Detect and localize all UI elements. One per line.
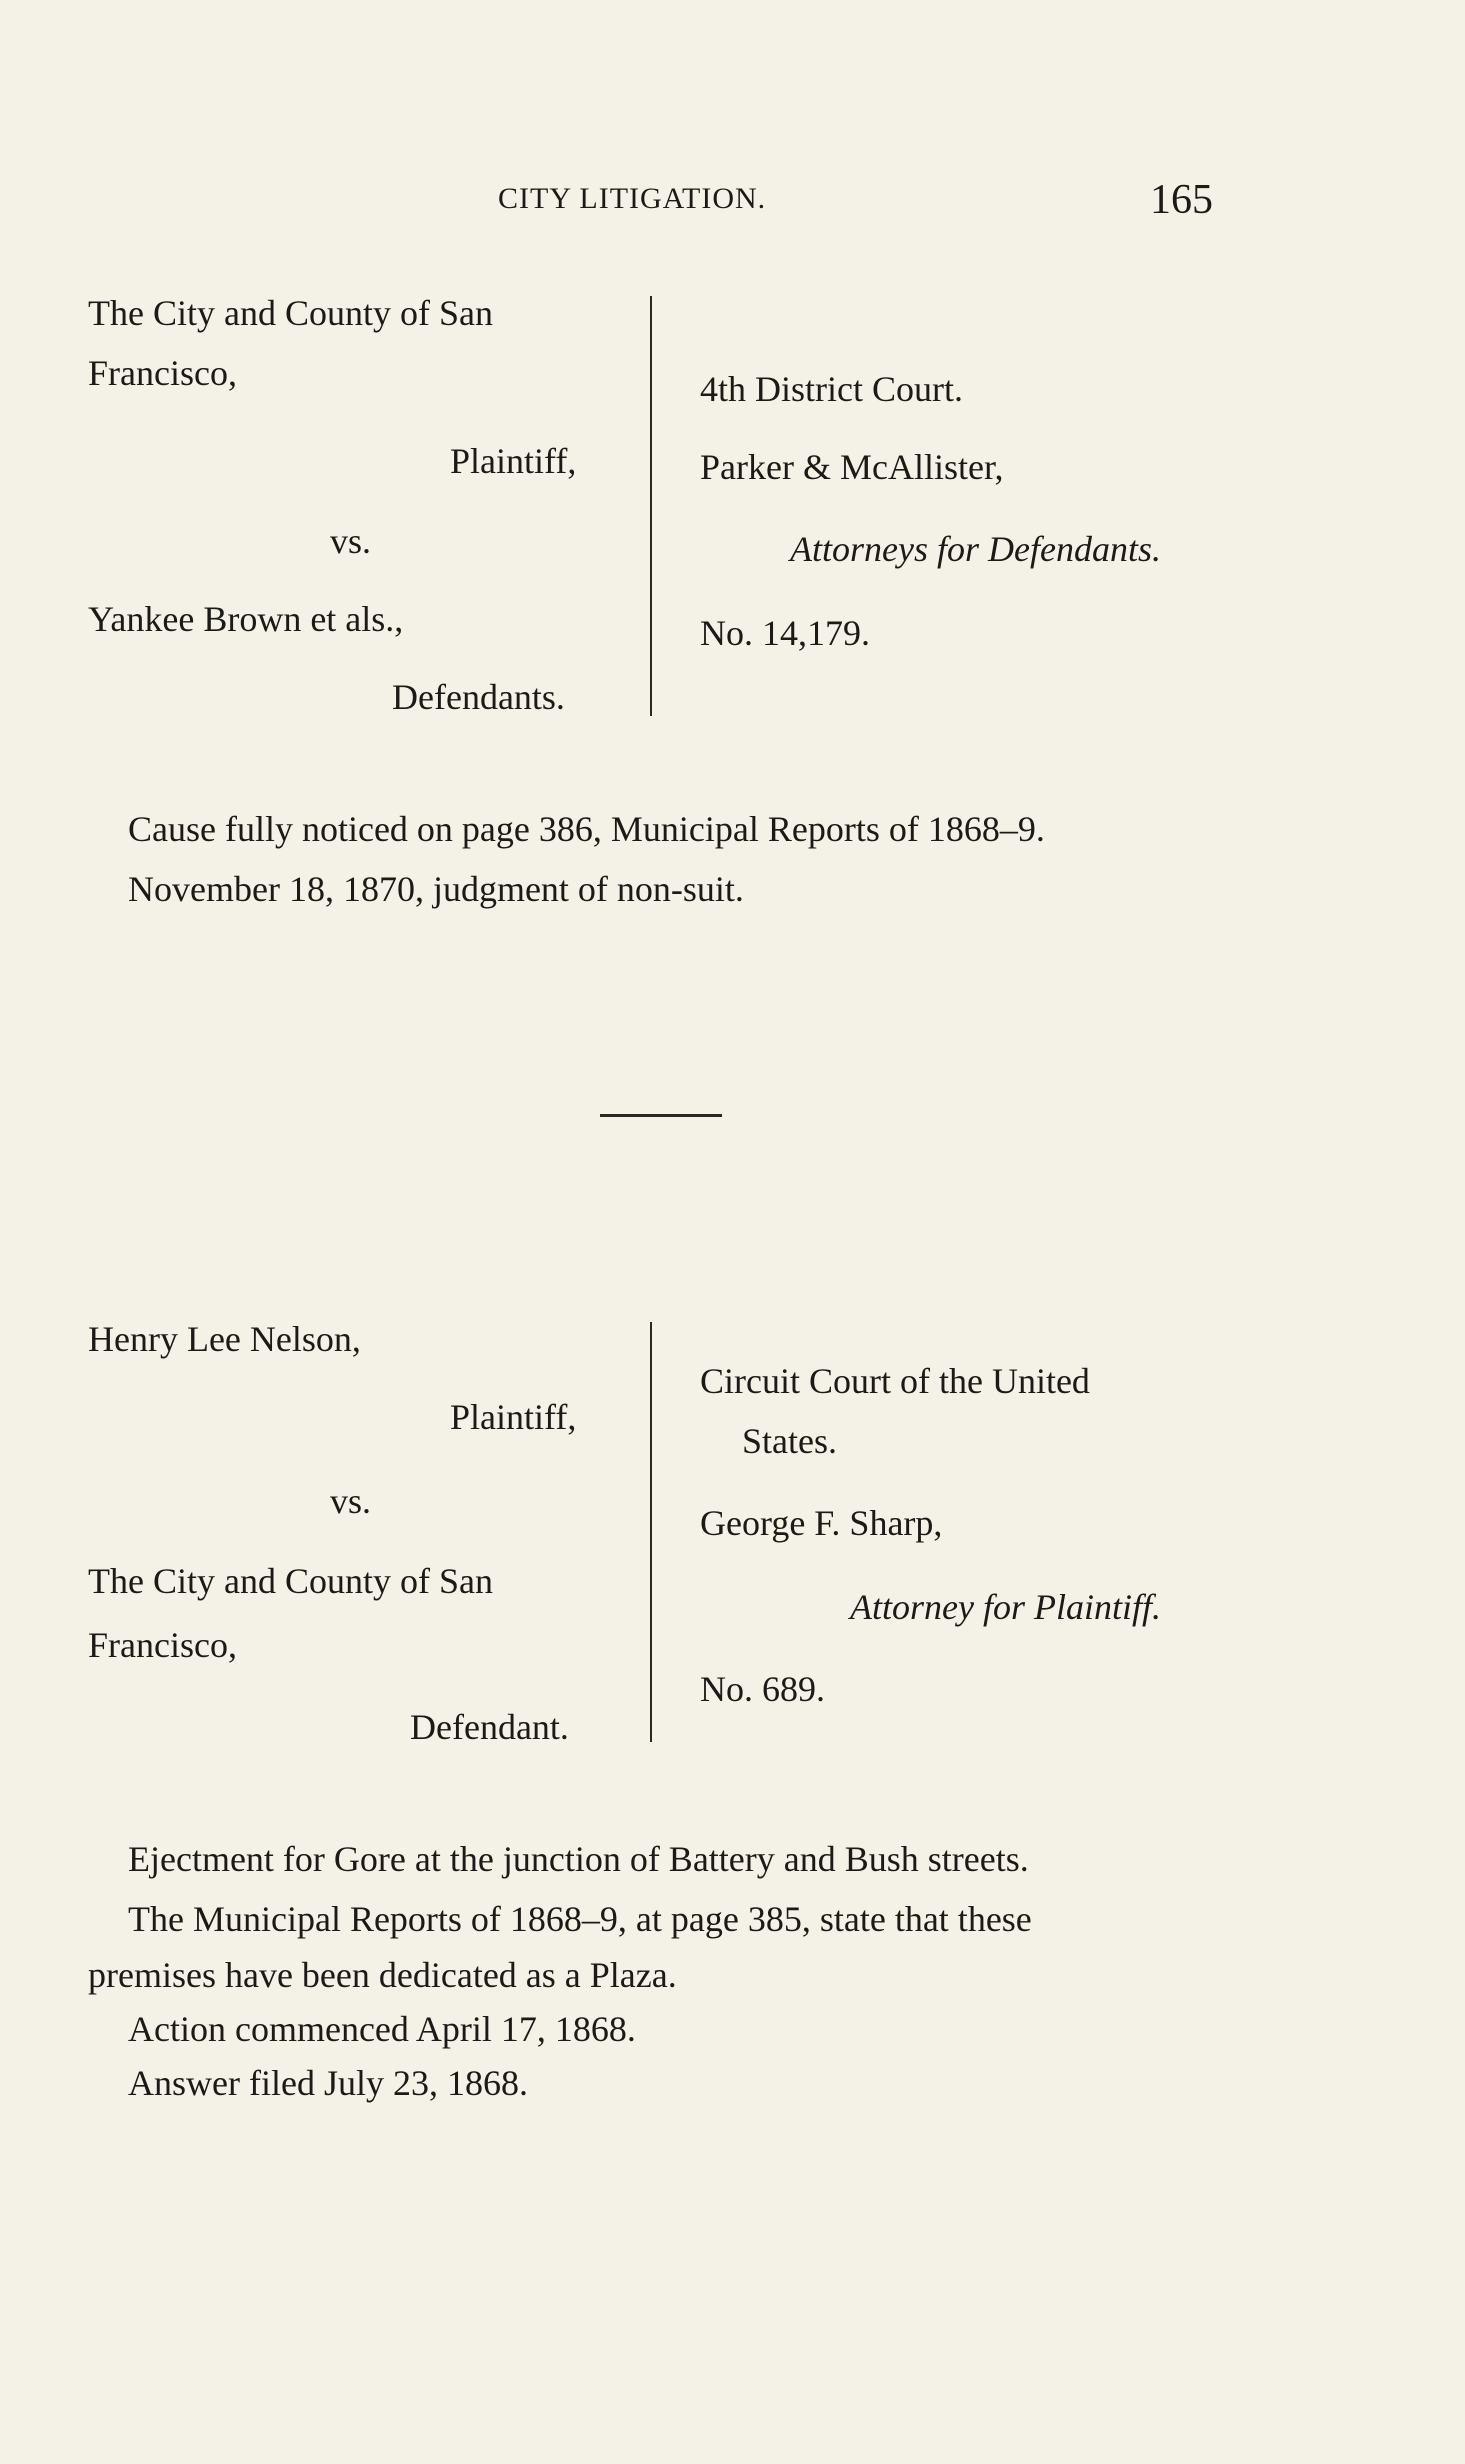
case-2-defendant-line1: The City and County of San [88,1561,493,1601]
case-2-note-3: premises have been dedicated as a Plaza. [88,1955,677,1995]
case-1-defendant-role: Defendants. [392,677,565,717]
case-2-attorney: George F. Sharp, [700,1503,943,1543]
case-2-plaintiff-role: Plaintiff, [450,1397,577,1437]
case-2-versus: vs. [330,1481,372,1521]
case-2-note-1: Ejectment for Gore at the junction of Battery and Bush streets. [128,1839,1029,1879]
case-1-case-number: No. 14,179. [700,613,870,653]
case-1-attorneys: Parker & McAllister, [700,447,1004,487]
case-2-court-line2: States. [742,1421,837,1461]
case-1-court: 4th District Court. [700,369,963,409]
case-1-defendant-name: Yankee Brown et als., [88,599,404,639]
case-2-note-5: Answer filed July 23, 1868. [128,2063,528,2103]
case-1-note-2: November 18, 1870, judgment of non-suit. [128,869,744,909]
case-1-versus: vs. [330,521,372,561]
case-2-attorney-role: Attorney for Plaintiff. [850,1587,1161,1627]
case-1-plaintiff-line1: The City and County of San [88,293,493,333]
case-2-defendant-line2: Francisco, [88,1625,237,1665]
case-1-plaintiff-role: Plaintiff, [450,441,577,481]
section-separator [600,1114,722,1117]
case-2-note-4: Action commenced April 17, 1868. [128,2009,636,2049]
page-number: 165 [1150,177,1213,223]
case-2-defendant-role: Defendant. [410,1707,569,1747]
case-1-attorneys-role: Attorneys for Defendants. [790,529,1161,569]
case-1-note-1: Cause fully noticed on page 386, Municipal Reports of 1868–9. [128,809,1045,849]
case-2-plaintiff-name: Henry Lee Nelson, [88,1319,361,1359]
case-1-bracket-line [650,296,652,716]
case-2-note-2: The Municipal Reports of 1868–9, at page 385, state that these [128,1899,1032,1939]
case-1-plaintiff-line2: Francisco, [88,353,237,393]
running-header-title: CITY LITIGATION. [498,182,767,215]
case-2-case-number: No. 689. [700,1669,825,1709]
case-2-court-line1: Circuit Court of the United [700,1361,1090,1401]
case-2-bracket-line [650,1322,652,1742]
